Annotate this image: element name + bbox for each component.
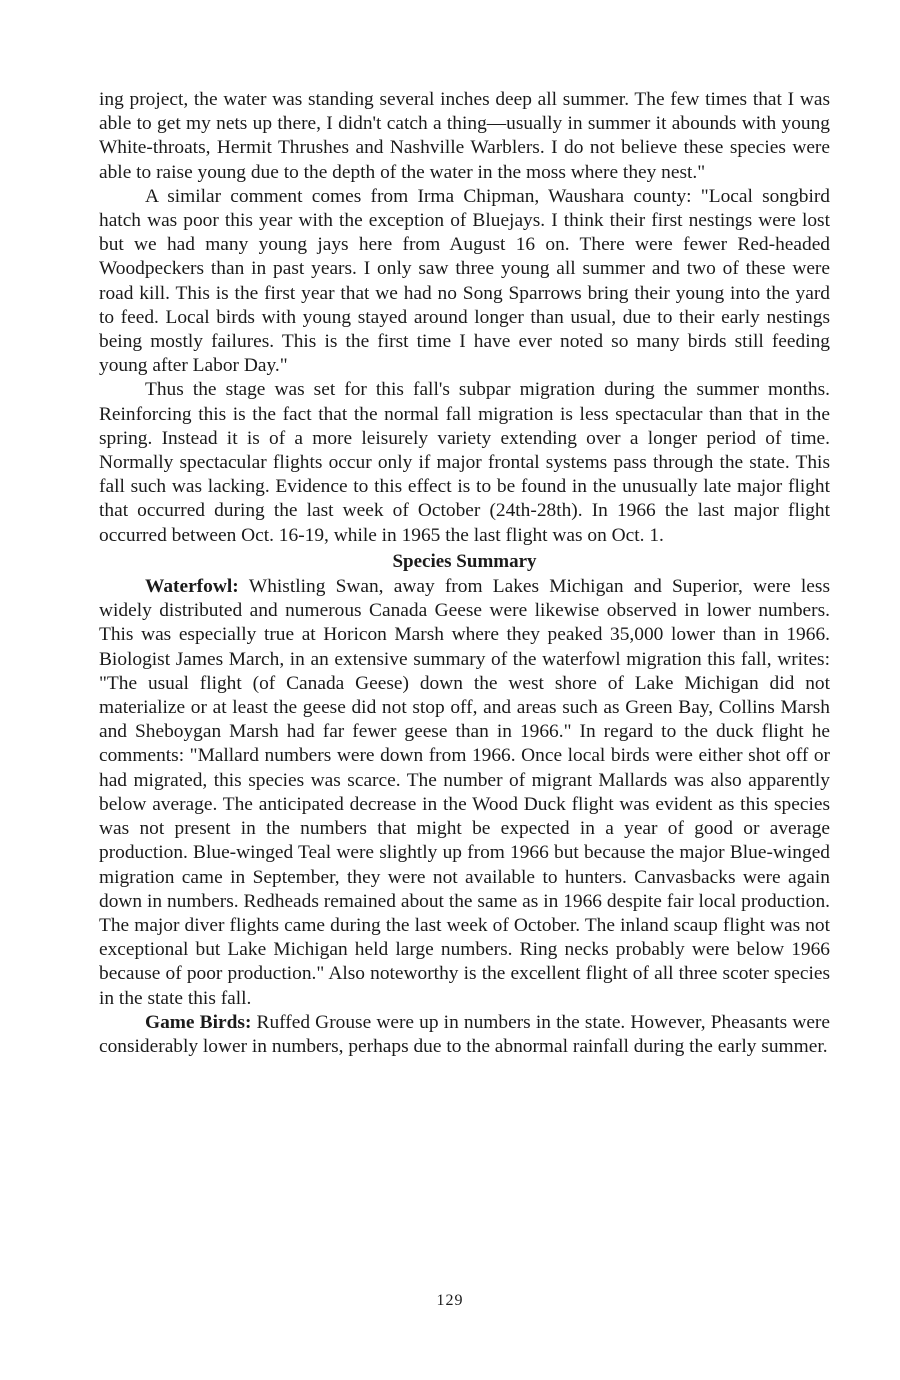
game-birds-text: Ruffed Grouse were up in numbers in the state. However, Pheasants were considerably lower in numbers, perhaps due to the abnormal rainfall during the early summer. (99, 1011, 830, 1057)
paragraph-waterfowl (99, 575, 830, 1011)
section-heading: Species Summary (392, 550, 537, 572)
paragraph-game-birds (99, 1011, 830, 1059)
game-birds-lead: Game Birds: (145, 1011, 257, 1033)
waterfowl-lead: Waterfowl: (145, 576, 249, 598)
waterfowl-text: Whistling Swan, away from Lakes Michigan and Superior, were less widely distributed and numerous Canada Geese were likewise observed in lower numbers. This was especially true at Horicon Marsh where they peaked 35,000 lower than in 1966. Biologist James March, in an extensive summary of the waterfowl migration this fall, writes: "The usual flight (of Canada Geese) down the west shore of Lake Michigan did not materialize or at least the geese did not stop off, and areas such as Green Bay, Collins Marsh and Sheboygan Marsh had far fewer geese than in 1966." In regard to the duck flight he comments: "Mallard numbers were down from 1966. Once local birds were either shot off or had migrated, this species was scarce. The number of migrant Mallards was also apparently below average. The anticipated decrease in the Wood Duck flight was evident as this species was not present in the numbers that might be expected in a year of good or average production. Blue-winged Teal were slightly up from 1966 but because the major Blue-winged migration came in September, they were not available to hunters. Canvasbacks were again down in numbers. Redheads remained about the same as in 1966 despite fair local production. The major diver flights came during the last week of October. The inland scaup flight was not exceptional but Lake Michigan held large numbers. Ring necks probably were below 1966 because of poor production." Also noteworthy is the excellent flight of all three scoter species in the state this fall. (99, 576, 830, 1009)
page-number: 129 (436, 1292, 464, 1309)
paragraph-fall-migration: Thus the stage was set for this fall's subpar migration during the summer months. Reinforcing this is the fact that the normal fall migration is less spectacular than that in the spring. Instead it is of a more leisurely variety extending over a longer period of time. Normally spectacular flights occur only if major frontal systems pass through the state. This fall such was lacking. Evidence to this effect is to be found in the unusually late major flight that occurred during the last week of October (24th-28th). In 1966 the last major flight occurred between Oct. 16-19, while in 1965 the last flight was on Oct. 1. (99, 379, 830, 546)
paragraph-chipman-comment: A similar comment comes from Irma Chipman, Waushara county: "Local songbird hatch was poor this year with the exception of Bluejays. I think their first nestings were lost but we had many young jays here from August 16 on. There were fewer Red-headed Woodpeckers than in past years. I only saw three young all summer and two of these were road kill. This is the first year that we had no Song Sparrows bring their young into the yard to feed. Local birds with young stayed around longer than usual, due to their early nestings being mostly failures. This is the first time I have ever noted so many birds still feeding young after Labor Day." (99, 185, 830, 377)
paragraph-continuation: ing project, the water was standing several inches deep all summer. The few times that I was able to get my nets up there, I didn't catch a thing—usually in summer it abounds with young White-throats, Hermit Thrushes and Nashville Warblers. I do not believe these species were able to raise young due to the depth of the water in the moss where they nest." (99, 89, 830, 183)
